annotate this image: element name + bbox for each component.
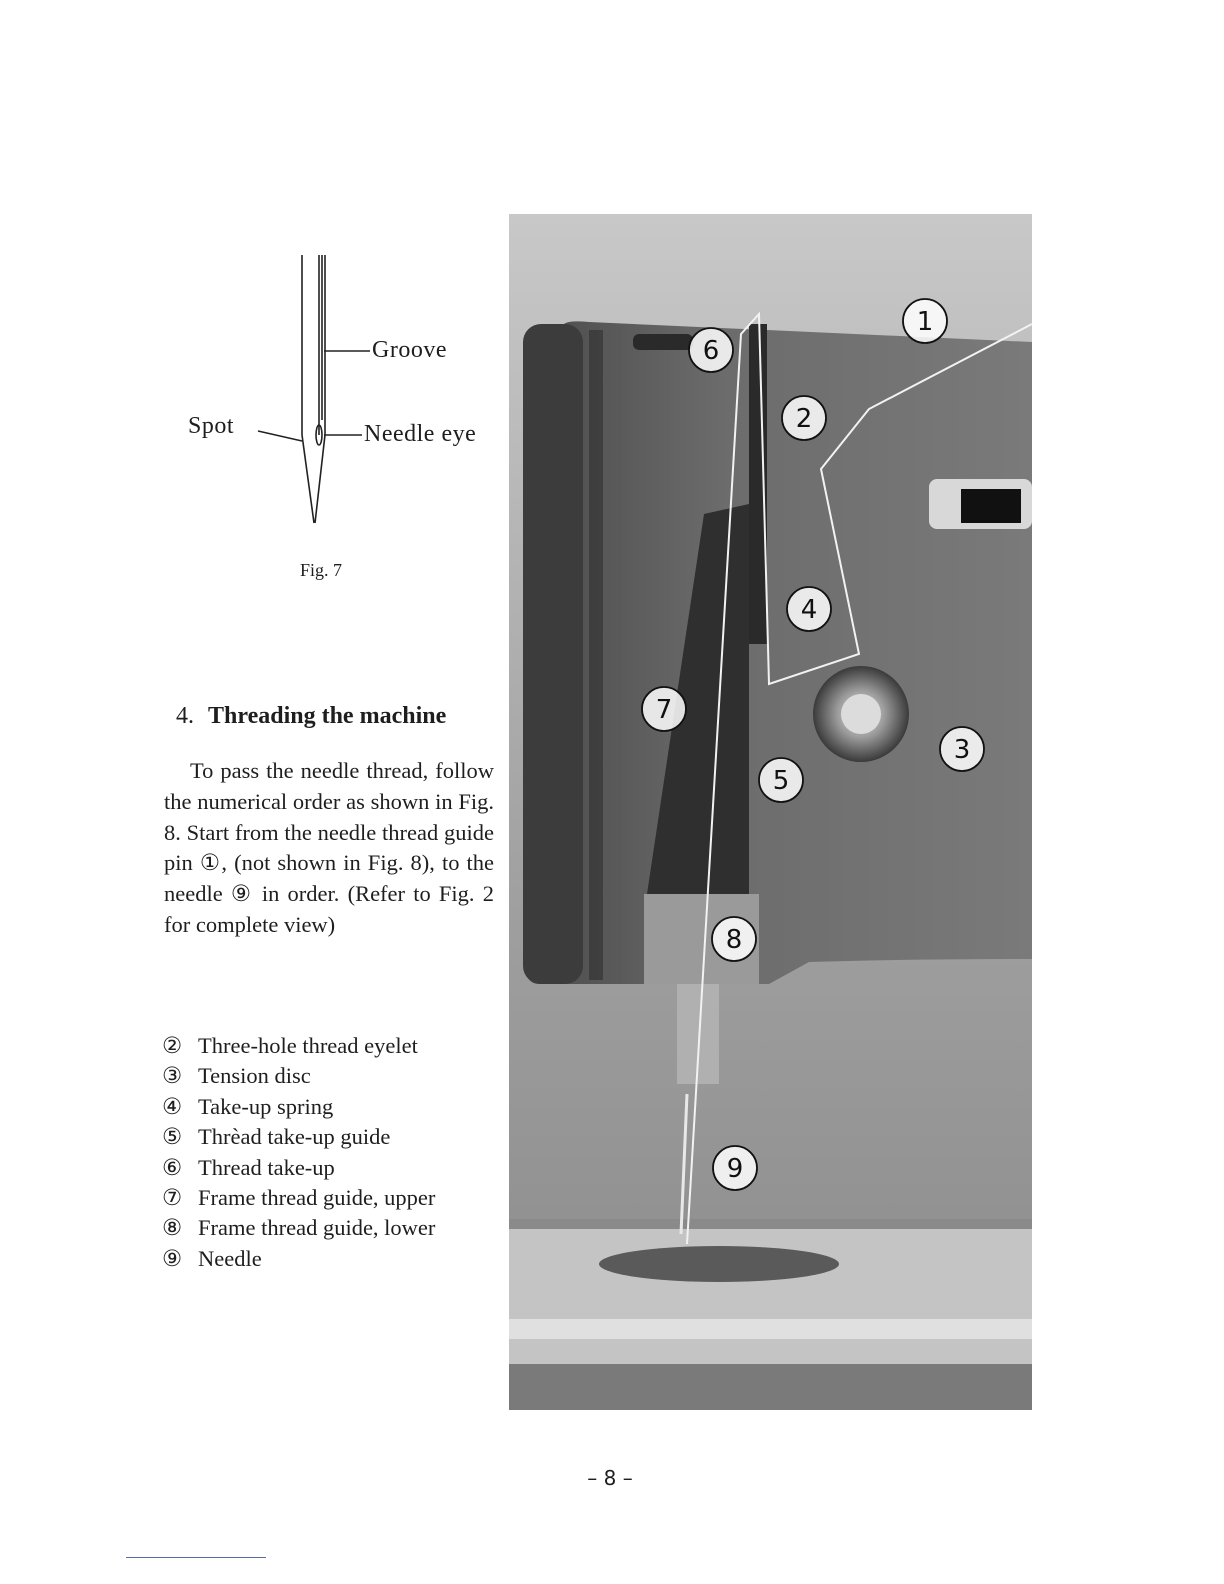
section-heading [176, 703, 446, 730]
list-item [162, 1061, 492, 1091]
callout-4: 4 [800, 595, 818, 625]
instructions-paragraph [164, 756, 494, 941]
callout-2: 2 [795, 404, 813, 434]
callout-7: 7 [655, 695, 673, 725]
needle-diagram [180, 245, 500, 545]
part-marker: ④ [162, 1093, 183, 1119]
callout-8: 8 [725, 925, 743, 955]
list-item [162, 1213, 492, 1243]
sewing-machine-illustration [509, 214, 1032, 1410]
part-label: Needle [198, 1245, 262, 1271]
part-marker: ⑧ [162, 1215, 183, 1241]
list-item [162, 1122, 492, 1152]
bottom-divider [126, 1557, 266, 1558]
callout-1: 1 [916, 307, 934, 337]
needle-eye-label: Needle eye [364, 421, 477, 447]
list-item [162, 1153, 492, 1183]
callout-5: 5 [772, 766, 790, 796]
part-marker: ③ [162, 1063, 183, 1089]
callout-3: 3 [953, 735, 971, 765]
fig7-caption: Fig. 7 [300, 560, 343, 580]
part-marker: ⑤ [162, 1124, 183, 1150]
part-label: Take-up spring [198, 1093, 334, 1119]
needle-drawing [180, 245, 500, 545]
part-label: Thread take-up [198, 1154, 335, 1180]
list-item [162, 1092, 492, 1122]
section-title: Threading the machine [208, 703, 447, 729]
list-item [162, 1183, 492, 1213]
parts-list [162, 1031, 492, 1274]
part-label: Three-hole thread eyelet [198, 1033, 418, 1058]
part-label: Frame thread guide, upper [198, 1185, 436, 1211]
list-item [162, 1031, 492, 1061]
page-number: – 8 – [587, 1466, 633, 1490]
instructions-text: To pass the needle thread, follow the numerical order as shown in Fig. 8. Start from the needle thread guide pin ①, (not shown in Fig. 8), to the needle ⑨ in order. (Refer to Fig. 2 for complete view) [164, 758, 494, 937]
threading-photo [509, 214, 1032, 1410]
section-number: 4. [176, 703, 194, 729]
part-marker: ② [162, 1033, 183, 1058]
groove-label: Groove [372, 337, 447, 363]
part-label: Frame thread guide, lower [198, 1215, 436, 1241]
part-marker: ⑨ [162, 1245, 183, 1271]
part-label: Thrèad take-up guide [198, 1124, 391, 1150]
part-label: Tension disc [198, 1063, 311, 1089]
callout-9: 9 [726, 1154, 744, 1184]
callout-6: 6 [702, 336, 720, 366]
part-marker: ⑦ [162, 1185, 183, 1211]
spot-label: Spot [188, 413, 235, 439]
part-marker: ⑥ [162, 1154, 183, 1180]
list-item [162, 1244, 492, 1274]
